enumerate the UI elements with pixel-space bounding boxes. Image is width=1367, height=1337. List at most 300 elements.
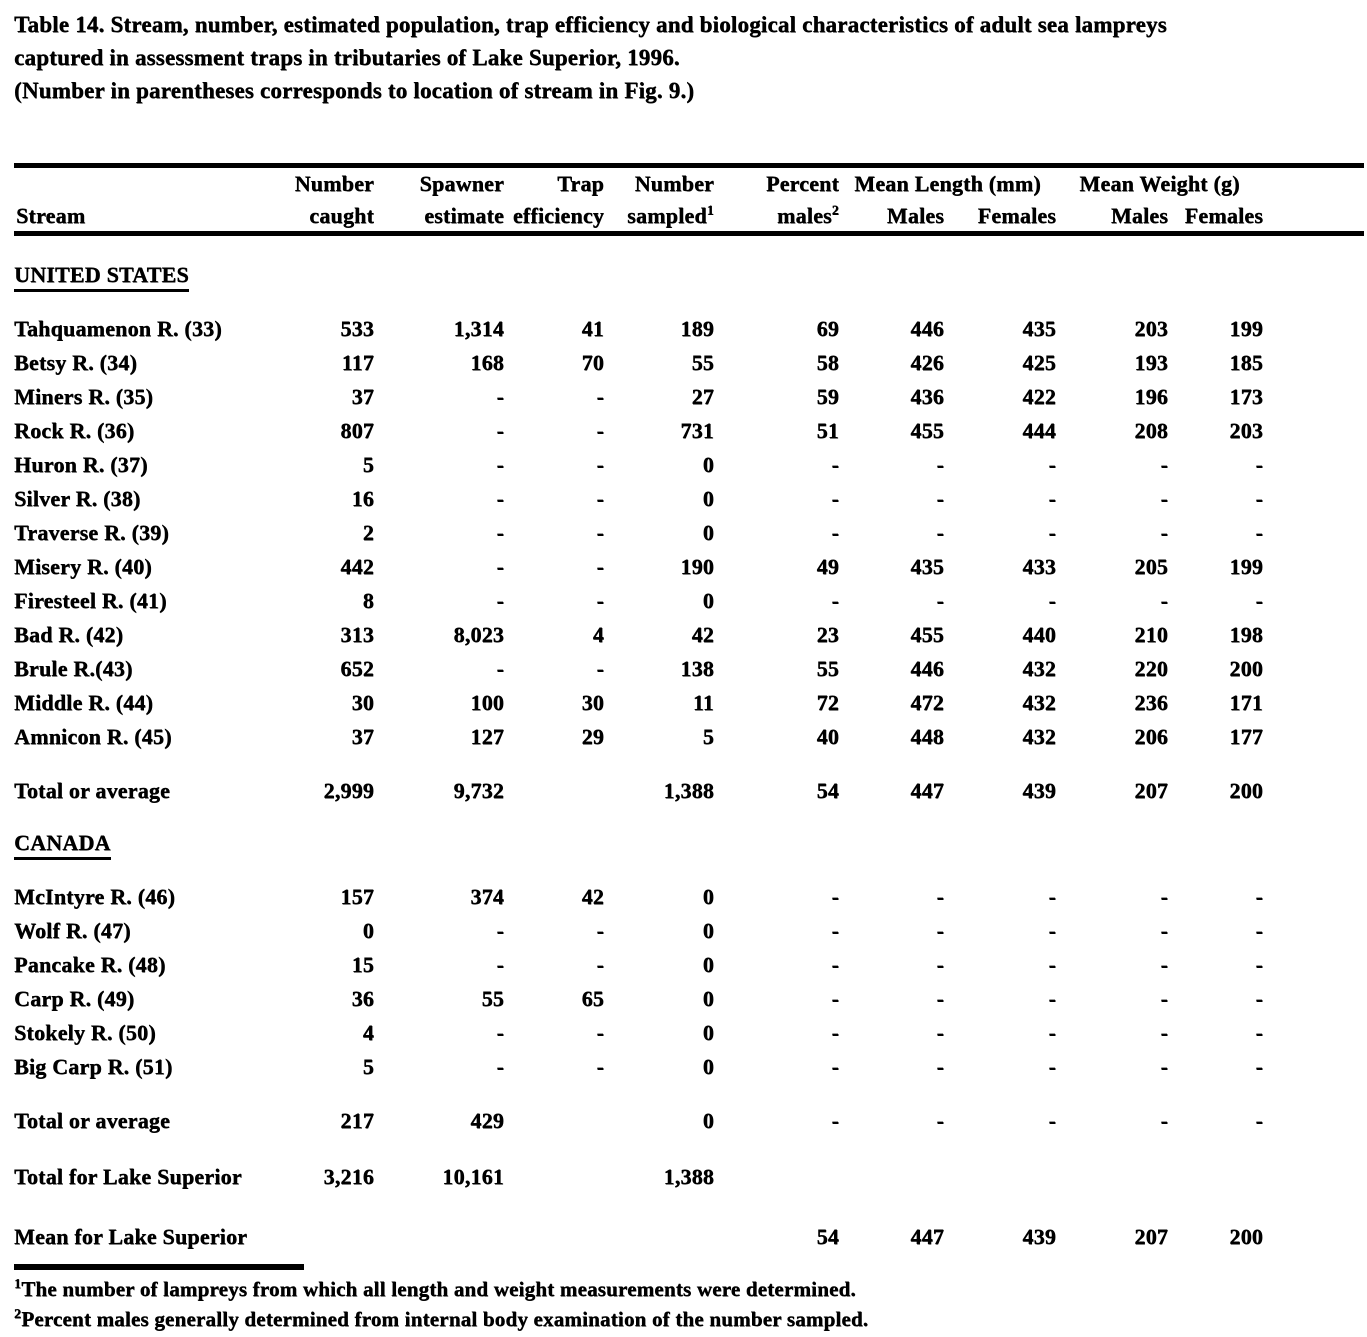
table-row	[14, 682, 1364, 716]
header-trap-efficiency-1: Trap	[557, 171, 604, 196]
cell-value: 206	[1134, 724, 1169, 749]
cell-value: -	[1048, 1108, 1057, 1133]
spacer-row	[14, 1190, 1364, 1216]
cell-value	[839, 1156, 944, 1190]
table-row	[14, 1012, 1364, 1046]
cell-value: 51	[816, 418, 839, 443]
header-number-caught-2: caught	[309, 203, 374, 228]
cell-filler	[1263, 1012, 1364, 1046]
cell-value: -	[936, 588, 944, 613]
cell-value	[604, 1216, 714, 1250]
cell-value: 193	[1134, 350, 1169, 375]
cell-value: -	[496, 486, 504, 511]
cell-stream: Brule R.(43)	[14, 656, 133, 681]
cell-value: 11	[692, 690, 714, 715]
cell-filler	[1263, 944, 1364, 978]
cell-value: -	[831, 952, 839, 977]
cell-value: -	[596, 486, 604, 511]
cell-stream: Total or average	[14, 1108, 170, 1133]
cell-value: 171	[1229, 690, 1264, 715]
cell-value: 444	[1022, 418, 1057, 443]
cell-value: 446	[910, 316, 944, 341]
footnote-2	[14, 1304, 1359, 1334]
cell-value: 37	[351, 724, 374, 749]
cell-stream: Total or average	[14, 778, 170, 803]
header-number-caught-1: Number	[294, 171, 374, 196]
cell-value: -	[831, 1108, 839, 1133]
cell-value: 177	[1229, 724, 1264, 749]
section-heading-row	[14, 830, 1364, 860]
cell-value: 36	[351, 986, 374, 1011]
cell-value: 205	[1134, 554, 1169, 579]
cell-value: 190	[680, 554, 714, 579]
cell-filler	[1263, 1216, 1364, 1250]
cell-value: -	[936, 1020, 944, 1045]
table-row	[14, 308, 1364, 342]
cell-stream: Mean for Lake Superior	[14, 1224, 248, 1249]
cell-value: -	[1048, 952, 1057, 977]
cell-value: -	[1255, 884, 1264, 909]
header-stream: Stream	[16, 203, 86, 228]
cell-value: -	[1048, 1020, 1057, 1045]
cell-value: -	[596, 554, 604, 579]
cell-value: -	[496, 1054, 504, 1079]
cell-value: 49	[816, 554, 839, 579]
cell-value: 5	[702, 724, 714, 749]
cell-value: -	[831, 486, 839, 511]
cell-value: -	[936, 486, 944, 511]
cell-value: 440	[1022, 622, 1057, 647]
cell-value: -	[831, 918, 839, 943]
cell-value: 313	[340, 622, 374, 647]
cell-filler	[1263, 342, 1364, 376]
cell-value	[1168, 1156, 1263, 1190]
footnote-1-marker: 1	[14, 1277, 22, 1292]
footnote-separator	[14, 1264, 304, 1270]
cell-value: -	[496, 384, 504, 409]
cell-value: 199	[1229, 554, 1264, 579]
cell-stream: Misery R. (40)	[14, 554, 152, 579]
cell-value: 5	[362, 452, 374, 477]
cell-filler	[1263, 978, 1364, 1012]
cell-value: -	[1048, 588, 1057, 613]
cell-filler	[1263, 1100, 1364, 1134]
header-filler-1	[1263, 166, 1364, 200]
cell-value: 217	[340, 1108, 374, 1133]
spacer-row	[14, 860, 1364, 876]
cell-value: -	[496, 520, 504, 545]
cell-value: 210	[1134, 622, 1169, 647]
cell-value: 70	[581, 350, 604, 375]
cell-value: 40	[816, 724, 839, 749]
cell-value: 220	[1134, 656, 1169, 681]
cell-value: 8,023	[453, 622, 504, 647]
footnote-marker-2-ref: 2	[831, 203, 839, 219]
cell-value: 69	[816, 316, 839, 341]
cell-stream: Tahquamenon R. (33)	[14, 316, 222, 341]
total-row	[14, 1100, 1364, 1134]
cell-value: 436	[910, 384, 944, 409]
cell-value: 58	[816, 350, 839, 375]
cell-value: -	[936, 918, 944, 943]
cell-stream: Traverse R. (39)	[14, 520, 169, 545]
cell-filler	[1263, 376, 1364, 410]
cell-stream: Miners R. (35)	[14, 384, 154, 409]
cell-value: 100	[470, 690, 504, 715]
cell-value: 0	[702, 588, 714, 613]
header-weight-males: Males	[1110, 203, 1169, 228]
cell-value: 1,314	[453, 316, 504, 341]
cell-value: 442	[340, 554, 374, 579]
cell-value: -	[1255, 588, 1264, 613]
section-heading-row	[14, 262, 1364, 292]
header-filler-2	[1263, 199, 1364, 234]
footnote-1	[14, 1274, 1359, 1304]
cell-filler	[1263, 1156, 1364, 1190]
cell-value: -	[1048, 486, 1057, 511]
cell-value: 29	[581, 724, 604, 749]
cell-value: -	[1255, 952, 1264, 977]
cell-value: -	[831, 1054, 839, 1079]
header-mean-weight-group: Mean Weight (g)	[1079, 171, 1240, 196]
table-row	[14, 910, 1364, 944]
table-row	[14, 1046, 1364, 1080]
cell-value: 157	[340, 884, 374, 909]
cell-stream: McIntyre R. (46)	[14, 884, 176, 909]
cell-value: -	[1160, 986, 1169, 1011]
cell-value: 0	[702, 452, 714, 477]
header-percent-males-1: Percent	[765, 171, 839, 196]
section-heading	[14, 830, 1364, 860]
cell-value: -	[1255, 1054, 1264, 1079]
header-trap-efficiency-2: efficiency	[512, 203, 604, 228]
cell-value: -	[936, 452, 944, 477]
table-row	[14, 546, 1364, 580]
cell-value: -	[496, 554, 504, 579]
cell-value: 173	[1229, 384, 1264, 409]
cell-value: -	[831, 986, 839, 1011]
table-body	[14, 234, 1364, 1251]
header-length-males: Males	[886, 203, 944, 228]
data-table	[14, 163, 1364, 1250]
cell-value: -	[1255, 452, 1264, 477]
cell-value: 200	[1229, 778, 1264, 803]
cell-stream: Wolf R. (47)	[14, 918, 131, 943]
header-spawner-estimate-2: estimate	[424, 203, 504, 228]
cell-value: 72	[816, 690, 839, 715]
title-line-3: (Number in parentheses corresponds to location of stream in Fig. 9.)	[14, 78, 695, 103]
cell-value: 23	[816, 622, 839, 647]
header-spawner-estimate-1: Spawner	[419, 171, 504, 196]
cell-value	[504, 1216, 604, 1250]
cell-value: -	[496, 1020, 504, 1045]
cell-value: -	[936, 520, 944, 545]
cell-value: 432	[1022, 690, 1057, 715]
cell-filler	[1263, 910, 1364, 944]
cell-stream: Carp R. (49)	[14, 986, 135, 1011]
cell-value: 4	[592, 622, 604, 647]
header-length-females: Females	[977, 203, 1057, 228]
cell-value: 0	[702, 1054, 714, 1079]
cell-value: -	[1255, 1108, 1264, 1133]
cell-stream: Betsy R. (34)	[14, 350, 137, 375]
table-title	[14, 8, 1344, 107]
cell-value: -	[1048, 986, 1057, 1011]
cell-value: 432	[1022, 724, 1057, 749]
footnote-1-text: The number of lampreys from which all length and weight measurements were determined.	[21, 1277, 856, 1301]
cell-filler	[1263, 444, 1364, 478]
cell-value: 189	[680, 316, 714, 341]
cell-value: 446	[910, 656, 944, 681]
table-row	[14, 978, 1364, 1012]
footnote-2-text: Percent males generally determined from internal body examination of the number sampled.	[21, 1307, 869, 1331]
cell-value: 9,732	[453, 778, 504, 803]
cell-value: 199	[1229, 316, 1264, 341]
cell-value: 0	[702, 918, 714, 943]
cell-value: 455	[910, 622, 944, 647]
cell-value: -	[596, 452, 604, 477]
table-row	[14, 444, 1364, 478]
cell-value: 1,388	[663, 1164, 714, 1189]
cell-value: -	[1160, 452, 1169, 477]
cell-value: 27	[691, 384, 714, 409]
cell-value: -	[936, 1108, 944, 1133]
cell-value: 203	[1229, 418, 1264, 443]
cell-value: 59	[816, 384, 839, 409]
cell-value: -	[1048, 452, 1057, 477]
cell-value: -	[596, 384, 604, 409]
cell-stream: Amnicon R. (45)	[14, 724, 172, 749]
table-row	[14, 944, 1364, 978]
cell-value: 0	[702, 1020, 714, 1045]
cell-value: -	[496, 418, 504, 443]
cell-stream: Big Carp R. (51)	[14, 1054, 173, 1079]
cell-value: 472	[910, 690, 944, 715]
cell-value: 200	[1229, 656, 1264, 681]
cell-value: -	[1160, 588, 1169, 613]
cell-value: 447	[910, 778, 944, 803]
cell-value: 208	[1134, 418, 1169, 443]
cell-stream: Rock R. (36)	[14, 418, 135, 443]
cell-value	[504, 1100, 604, 1134]
cell-value: -	[936, 884, 944, 909]
cell-value: 422	[1022, 384, 1057, 409]
cell-value: -	[1160, 1108, 1169, 1133]
cell-value: -	[596, 588, 604, 613]
cell-filler	[1263, 512, 1364, 546]
header-number-sampled-1: Number	[634, 171, 714, 196]
table-row	[14, 512, 1364, 546]
cell-value: -	[596, 656, 604, 681]
cell-value	[374, 1216, 504, 1250]
cell-value: 37	[351, 384, 374, 409]
cell-stream: Pancake R. (48)	[14, 952, 166, 977]
cell-value	[944, 1156, 1056, 1190]
cell-value: -	[1255, 520, 1264, 545]
cell-filler	[1263, 770, 1364, 804]
cell-value: 54	[816, 1224, 839, 1249]
cell-filler	[1263, 614, 1364, 648]
cell-value: 5	[362, 1054, 374, 1079]
cell-value: -	[1160, 1054, 1169, 1079]
cell-value: -	[831, 520, 839, 545]
cell-value	[294, 1216, 374, 1250]
cell-value: 55	[691, 350, 714, 375]
cell-value	[504, 770, 604, 804]
cell-filler	[1263, 308, 1364, 342]
cell-value: 439	[1022, 1224, 1057, 1249]
cell-value: 185	[1229, 350, 1264, 375]
table-header	[14, 166, 1364, 234]
cell-value: -	[1255, 486, 1264, 511]
cell-value: 3,216	[323, 1164, 374, 1189]
cell-stream: Stokely R. (50)	[14, 1020, 156, 1045]
cell-value: 429	[470, 1108, 504, 1133]
cell-value: 10,161	[442, 1164, 504, 1189]
cell-filler	[1263, 546, 1364, 580]
cell-filler	[1263, 478, 1364, 512]
cell-value: 200	[1229, 1224, 1264, 1249]
cell-value: -	[496, 918, 504, 943]
cell-value: 426	[910, 350, 944, 375]
cell-value	[1056, 1156, 1168, 1190]
cell-value: 55	[816, 656, 839, 681]
cell-filler	[1263, 716, 1364, 750]
section-heading-label: CANADA	[14, 830, 111, 860]
cell-value: -	[936, 952, 944, 977]
cell-value: 207	[1134, 778, 1169, 803]
cell-value: -	[1048, 1054, 1057, 1079]
cell-value: -	[1048, 884, 1057, 909]
cell-value: -	[1160, 486, 1169, 511]
cell-value: 435	[910, 554, 944, 579]
cell-value: 42	[581, 884, 604, 909]
cell-filler	[1263, 876, 1364, 910]
cell-value: 1,388	[663, 778, 714, 803]
cell-value: -	[1255, 918, 1264, 943]
cell-value: 0	[702, 486, 714, 511]
cell-value: 127	[470, 724, 504, 749]
cell-value	[714, 1156, 839, 1190]
spacer-row	[14, 1080, 1364, 1100]
cell-value: 168	[470, 350, 504, 375]
total-row	[14, 770, 1364, 804]
cell-value: -	[1048, 520, 1057, 545]
cell-value: -	[1160, 884, 1169, 909]
cell-value: -	[496, 588, 504, 613]
cell-value: -	[1255, 1020, 1264, 1045]
footnote-2-marker: 2	[14, 1307, 22, 1322]
cell-value: 433	[1022, 554, 1057, 579]
footnotes	[14, 1274, 1359, 1334]
cell-value: 196	[1134, 384, 1169, 409]
table-row	[14, 342, 1364, 376]
spacer-row	[14, 292, 1364, 308]
cell-value: 30	[581, 690, 604, 715]
header-number-sampled-2: sampled$^1$	[627, 203, 714, 228]
header-mean-length-group: Mean Length (mm)	[854, 171, 1041, 196]
cell-value: 0	[362, 918, 374, 943]
table-row	[14, 478, 1364, 512]
cell-value: 15	[351, 952, 374, 977]
cell-value: 2,999	[323, 778, 374, 803]
section-heading-label: UNITED STATES	[14, 262, 189, 292]
cell-value: 41	[581, 316, 604, 341]
table-row	[14, 410, 1364, 444]
cell-value	[504, 1156, 604, 1190]
cell-value: -	[596, 418, 604, 443]
spacer-row	[14, 750, 1364, 770]
footnote-marker-1-ref: 1	[706, 203, 714, 219]
cell-value: -	[1048, 918, 1057, 943]
cell-value: 455	[910, 418, 944, 443]
cell-value: 207	[1134, 1224, 1169, 1249]
cell-value: 533	[340, 316, 374, 341]
cell-value: -	[496, 452, 504, 477]
spacer-row	[14, 234, 1364, 263]
cell-value: -	[596, 952, 604, 977]
cell-filler	[1263, 1046, 1364, 1080]
cell-stream: Total for Lake Superior	[14, 1164, 242, 1189]
cell-value: -	[596, 1054, 604, 1079]
header-weight-females: Females	[1184, 203, 1264, 228]
cell-value: 0	[702, 952, 714, 977]
cell-value: 807	[340, 418, 374, 443]
summary-row	[14, 1216, 1364, 1250]
cell-value: 42	[691, 622, 714, 647]
cell-value: -	[496, 656, 504, 681]
cell-value: 731	[680, 418, 714, 443]
cell-value: -	[1255, 986, 1264, 1011]
section-heading	[14, 262, 1364, 292]
cell-value: 447	[910, 1224, 944, 1249]
cell-value: -	[596, 520, 604, 545]
cell-filler	[1263, 682, 1364, 716]
cell-value: 16	[351, 486, 374, 511]
cell-value: -	[1160, 520, 1169, 545]
table-row	[14, 580, 1364, 614]
spacer-row	[14, 1134, 1364, 1156]
cell-stream: Firesteel R. (41)	[14, 588, 167, 613]
table-row	[14, 716, 1364, 750]
cell-value: -	[936, 1054, 944, 1079]
cell-value: 236	[1134, 690, 1169, 715]
cell-filler	[1263, 580, 1364, 614]
cell-value: 0	[702, 1108, 714, 1133]
cell-value: 0	[702, 884, 714, 909]
cell-value: 65	[581, 986, 604, 1011]
cell-value: 2	[362, 520, 374, 545]
cell-value: -	[831, 588, 839, 613]
cell-value: 198	[1229, 622, 1264, 647]
cell-value: 448	[910, 724, 944, 749]
table-row	[14, 648, 1364, 682]
cell-value: -	[596, 918, 604, 943]
cell-value: -	[936, 986, 944, 1011]
table-row	[14, 876, 1364, 910]
cell-value: 439	[1022, 778, 1057, 803]
header-blank	[14, 166, 294, 200]
cell-value: -	[1160, 952, 1169, 977]
table-row	[14, 376, 1364, 410]
cell-stream: Middle R. (44)	[14, 690, 154, 715]
cell-filler	[1263, 410, 1364, 444]
cell-value: 432	[1022, 656, 1057, 681]
cell-value: 55	[481, 986, 504, 1011]
cell-value: -	[496, 952, 504, 977]
cell-value: 138	[680, 656, 714, 681]
title-line-2: captured in assessment traps in tributaries of Lake Superior, 1996.	[14, 45, 680, 70]
